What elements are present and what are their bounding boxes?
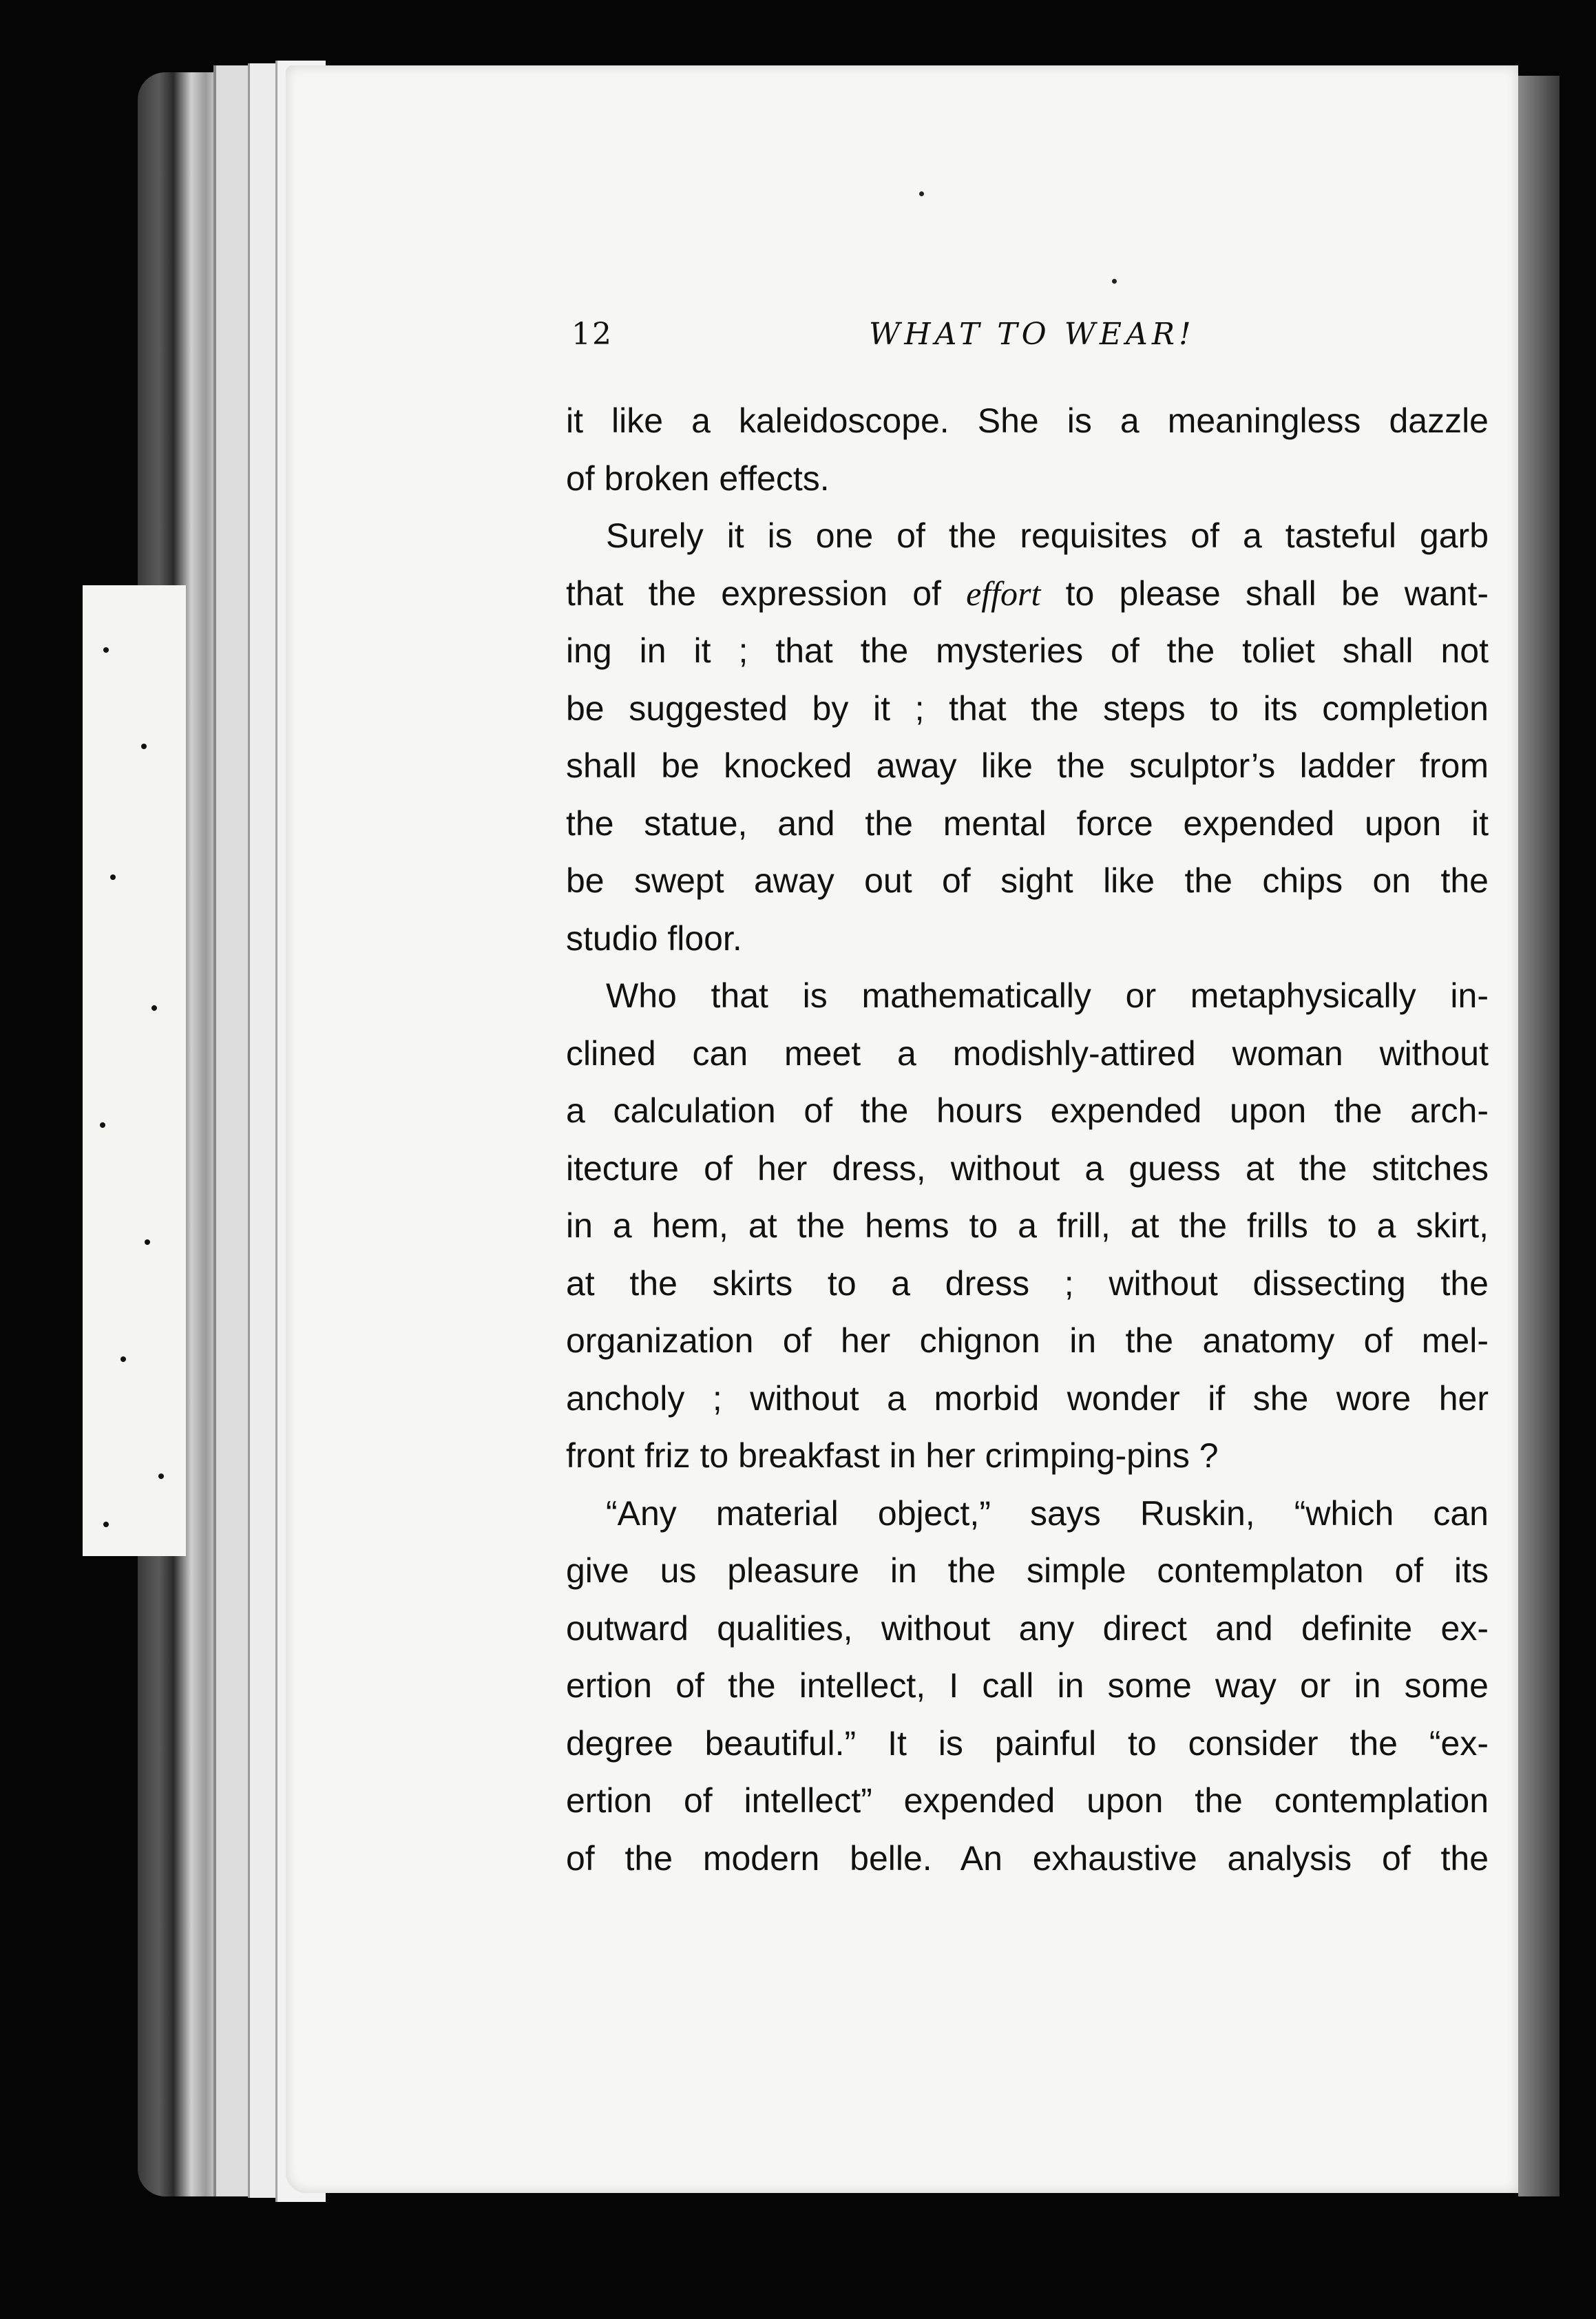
text-line — [566, 565, 1489, 623]
text-line: in a hem, at the hems to a frill, at the frills to a skirt, — [566, 1206, 1489, 1245]
text-line: clined can meet a modishly-attired woman without — [566, 1033, 1489, 1073]
gutter-shadow — [1518, 76, 1560, 2196]
ink-speck — [158, 1473, 164, 1479]
ink-speck — [141, 744, 147, 749]
text-line: a calculation of the hours expended upon the arch- — [566, 1091, 1489, 1130]
text-line: of broken effects. — [566, 459, 830, 498]
text-line: ing in it ; that the mysteries of the toliet shall not — [566, 631, 1489, 670]
text-line: organization of her chignon in the anatomy of mel- — [566, 1321, 1489, 1360]
emphasized-word: effort — [966, 574, 1041, 613]
text-line: outward qualities, without any direct and definite ex- — [566, 1608, 1489, 1648]
text-line: studio floor. — [566, 919, 742, 958]
running-head — [571, 317, 1487, 358]
text-line: Who that is mathematically or metaphysically in- — [606, 976, 1489, 1015]
text-line: ertion of the intellect, I call in some way or in some — [566, 1666, 1489, 1705]
text-line: at the skirts to a dress ; without dissecting the — [566, 1263, 1489, 1303]
text-line: ertion of intellect” expended upon the contemplation — [566, 1781, 1489, 1820]
page-number: 12 — [571, 317, 613, 352]
text-line: be suggested by it ; that the steps to its completion — [566, 689, 1489, 728]
text-segment: that the expression of — [566, 574, 967, 613]
ink-speck — [103, 1522, 109, 1527]
ink-speck — [919, 191, 924, 196]
text-line: be swept away out of sight like the chips on the — [566, 861, 1489, 900]
text-line: ancholy ; without a morbid wonder if she wore her — [566, 1378, 1489, 1418]
body-text — [566, 392, 1489, 1887]
ink-speck — [100, 1122, 105, 1128]
ink-speck — [120, 1356, 126, 1362]
ink-speck — [151, 1005, 157, 1011]
ink-speck — [1112, 279, 1117, 284]
book-title: WHAT TO WEAR! — [869, 317, 1195, 352]
text-line: give us pleasure in the simple contemplaton of its — [566, 1551, 1489, 1590]
text-line: degree beautiful.” It is painful to consider the “ex- — [566, 1723, 1489, 1763]
text-line: “Any material object,” says Ruskin, “which can — [606, 1493, 1489, 1533]
ink-speck — [103, 647, 109, 653]
text-line: it like a kaleidoscope. She is a meaningless dazzle — [566, 401, 1489, 440]
text-line: front friz to breakfast in her crimping-pins ? — [566, 1436, 1219, 1475]
ink-speck — [145, 1239, 150, 1245]
text-line: the statue, and the mental force expended upon it — [566, 804, 1489, 843]
text-line: of the modern belle. An exhaustive analysis of the — [566, 1838, 1489, 1878]
text-line: Surely it is one of the requisites of a tasteful garb — [606, 516, 1489, 555]
text-segment: to please shall be want- — [1040, 574, 1489, 613]
text-line: shall be knocked away like the sculptor’s ladder from — [566, 746, 1489, 785]
ink-speck — [110, 874, 116, 880]
loose-paper-strip — [83, 585, 186, 1556]
text-line: itecture of her dress, without a guess at the stitches — [566, 1148, 1489, 1188]
